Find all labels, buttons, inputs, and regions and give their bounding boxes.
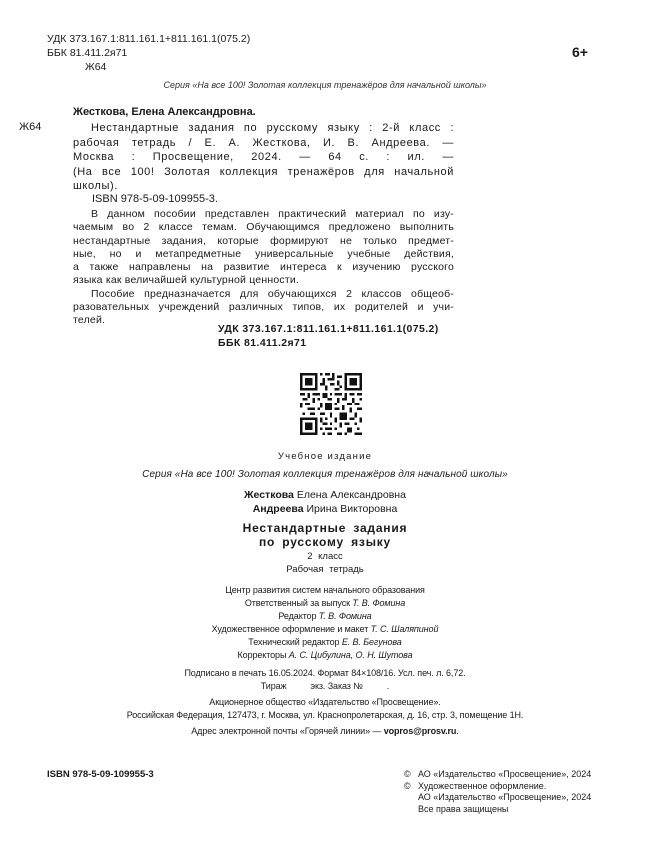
bibliography-author: Жесткова, Елена Александровна. — [73, 106, 256, 118]
publisher-name: Акционерное общество «Издательство «Просвещение». — [209, 697, 441, 707]
credit-role: Технический редактор — [248, 637, 340, 647]
credit-name: Т. В. Фомина — [318, 611, 372, 621]
author-surname: Андреева — [252, 503, 304, 515]
copyright-block — [404, 769, 591, 815]
edition-type: Учебное издание — [277, 451, 373, 462]
credit-name: Е. В. Бегунова — [341, 637, 402, 647]
email-link[interactable]: vopros@prosv.ru — [383, 726, 457, 736]
imprint-credit — [0, 649, 650, 662]
bibliography-isbn: ISBN 978-5-09-109955-3. — [92, 193, 218, 205]
bibliography-code: Ж64 — [19, 121, 42, 133]
annotation-bbk: ББК 81.411.2я71 — [218, 337, 307, 349]
annotation-line: нестандартные задания, которые формируют не только предмет- — [73, 234, 454, 247]
imprint-credit — [0, 610, 650, 623]
bibliography-line: школы). — [73, 180, 118, 192]
author-names: Ирина Викторовна — [306, 503, 398, 515]
copyright-row — [404, 769, 591, 781]
footer-isbn: ISBN 978-5-09-109955-3 — [47, 769, 154, 780]
annotation — [73, 208, 454, 328]
book-grade: 2 класс — [307, 551, 343, 562]
age-rating-badge: 6+ — [572, 44, 588, 60]
author-surname: Жесткова — [244, 489, 294, 501]
email-suffix: . — [456, 726, 459, 736]
bbk-code: ББК 81.411.2я71 — [47, 47, 128, 59]
copyright-text: Художественное оформление. — [418, 780, 547, 791]
credit-role: Редактор — [278, 611, 317, 621]
email-label: Адрес электронной почты «Горячей линии» — — [191, 726, 384, 736]
publisher-address: Российская Федерация, 127473, г. Москва, ул. Краснопролетарская, д. 16, стр. 3, помещение 1Н. — [126, 710, 524, 720]
imprint-credit — [0, 636, 650, 649]
annotation-line: разовательных учреждений различных типов, их родителей и учи- — [73, 301, 454, 314]
author-mark: Ж64 — [85, 61, 107, 73]
qr-code-icon[interactable] — [300, 373, 362, 435]
copyright-row — [404, 804, 591, 816]
annotation-line: В данном пособии представлен практический материал по изу- — [91, 208, 454, 220]
copyright-text: АО «Издательство «Просвещение», 2024 — [418, 792, 592, 803]
bibliography-line: рабочая тетрадь / Е. А. Жесткова, И. В. Андреева. — — [73, 136, 454, 149]
bibliography-description — [73, 121, 454, 194]
colophon-author-1 — [0, 489, 650, 501]
credit-role: Художественное оформление и макет — [211, 624, 369, 634]
bibliography-line: (На все 100! Золотая коллекция тренажёров для начальной — [73, 165, 454, 178]
annotation-line: телей. — [73, 314, 106, 327]
imprint-credit — [0, 597, 650, 610]
series-title: Серия «На все 100! Золотая коллекция тренажёров для начальной школы» — [163, 80, 487, 90]
annotation-line: чаемым во 2 классе темам. Обучающимся предложено выполнить — [73, 221, 454, 234]
hotline-email — [0, 725, 650, 738]
annotation-udk: УДК 373.167.1:811.161.1+811.161.1(075.2) — [218, 323, 439, 335]
credit-name: Т. С. Шаляпиной — [370, 624, 439, 634]
annotation-line: Пособие предназначается для обучающихся 2 классов общеоб- — [91, 287, 454, 300]
book-title-line-2: по русскому языку — [258, 535, 392, 549]
annotation-line: языка как величайшей культурной ценности. — [73, 274, 300, 287]
credit-role: Корректоры — [237, 650, 287, 660]
bibliography-line: Москва : Просвещение, 2024. — 64 с. : ил. — — [73, 151, 454, 163]
annotation-line: а также направлены на развитие интереса к изучению русского — [73, 261, 454, 274]
rights-reserved: Все права защищены — [418, 803, 509, 814]
copyright-icon: © — [404, 780, 411, 791]
copyright-row — [404, 792, 591, 804]
colophon-series: Серия «На все 100! Золотая коллекция тренажёров для начальной школы» — [142, 469, 508, 480]
author-names: Елена Александровна — [296, 489, 406, 501]
book-type: Рабочая тетрадь — [286, 564, 364, 575]
copyright-text: АО «Издательство «Просвещение», 2024 — [418, 769, 592, 779]
print-signed: Подписано в печать 16.05.2024. Формат 84×108/16. Усл. печ. л. 6,72. — [184, 668, 466, 678]
credit-role: Ответственный за выпуск — [244, 598, 350, 608]
imprint-credit — [0, 623, 650, 636]
bibliography-line: Нестандартные задания по русскому языку : 2-й класс : — [91, 122, 454, 134]
imprint-center: Центр развития систем начального образования — [225, 585, 425, 595]
credit-name: Т. В. Фомина — [352, 598, 406, 608]
book-title-line-1: Нестандартные задания — [242, 521, 408, 535]
credit-name: А. С. Цибулина, О. Н. Шутова — [288, 650, 413, 660]
copyright-row — [404, 781, 591, 793]
colophon-author-2 — [0, 503, 650, 515]
annotation-classification — [218, 322, 439, 350]
annotation-line: ные, но и метапредметные универсальные учебные действия, — [73, 247, 454, 260]
udk-code: УДК 373.167.1:811.161.1+811.161.1(075.2) — [47, 33, 251, 45]
print-circulation: Тираж экз. Заказ № . — [260, 681, 390, 691]
copyright-icon: © — [404, 769, 411, 779]
